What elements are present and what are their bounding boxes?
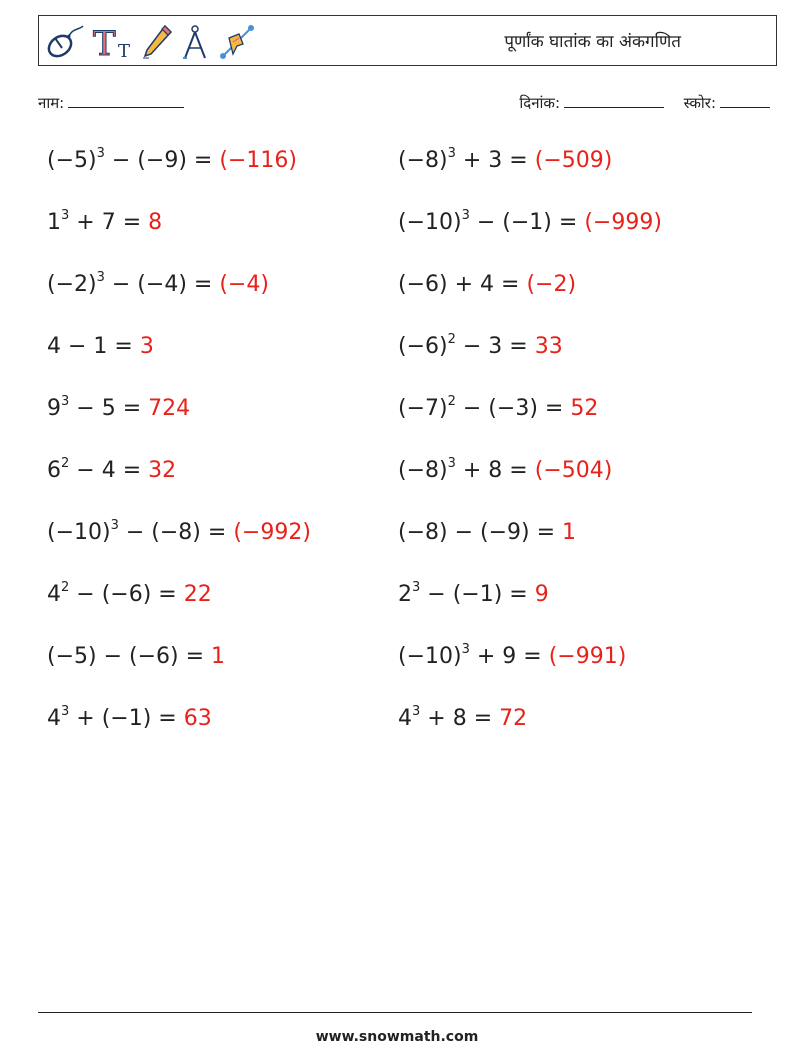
problem-answer: (−509) bbox=[534, 148, 613, 173]
problem-row bbox=[398, 641, 627, 669]
problem-rest: − (−1) = bbox=[420, 582, 535, 607]
problem-row bbox=[398, 145, 613, 173]
problem-exponent: 3 bbox=[96, 145, 105, 161]
problem-base: 1 bbox=[47, 210, 61, 235]
problem-row bbox=[47, 517, 311, 545]
problem-base: (−7) bbox=[398, 396, 448, 421]
problem-exponent: 3 bbox=[412, 703, 421, 719]
footer-divider bbox=[38, 1012, 752, 1013]
problem-exponent: 3 bbox=[447, 455, 456, 471]
problem-answer: (−116) bbox=[219, 148, 297, 173]
problem-answer: (−991) bbox=[548, 644, 627, 669]
problem-base: (−10) bbox=[398, 644, 462, 669]
problem-exponent: 3 bbox=[61, 703, 70, 719]
problem-answer: 33 bbox=[534, 334, 563, 359]
date-score-fields bbox=[519, 93, 770, 113]
problem-rest: + (−1) = bbox=[69, 706, 184, 731]
problem-answer: 9 bbox=[534, 582, 549, 607]
name-label: नाम: bbox=[38, 94, 65, 112]
compass-icon bbox=[179, 24, 211, 60]
pencil-icon bbox=[141, 24, 173, 60]
problem-exponent: 3 bbox=[461, 207, 470, 223]
mouse-icon bbox=[45, 24, 85, 60]
svg-text:T: T bbox=[118, 41, 131, 60]
problem-row bbox=[47, 703, 212, 731]
name-blank[interactable] bbox=[68, 93, 184, 108]
problem-base: (−6) + 4 = bbox=[398, 272, 527, 297]
problem-row bbox=[47, 455, 177, 483]
problem-answer: 52 bbox=[570, 396, 599, 421]
problem-base: (−10) bbox=[398, 210, 462, 235]
problem-base: 4 bbox=[47, 582, 61, 607]
problem-answer: 22 bbox=[183, 582, 212, 607]
problem-row bbox=[47, 207, 163, 235]
problem-exponent: 3 bbox=[412, 579, 421, 595]
problem-exponent: 2 bbox=[61, 579, 70, 595]
problem-row bbox=[398, 331, 563, 359]
svg-text:T: T bbox=[93, 24, 116, 60]
problem-base: (−2) bbox=[47, 272, 97, 297]
problem-exponent: 3 bbox=[61, 207, 70, 223]
problem-base: 4 bbox=[398, 706, 412, 731]
problem-rest: − (−3) = bbox=[455, 396, 571, 421]
score-label: स्कोर: bbox=[683, 94, 716, 112]
name-field bbox=[38, 93, 184, 113]
problem-answer: 3 bbox=[139, 334, 154, 359]
problem-exponent: 2 bbox=[447, 331, 456, 347]
problem-answer: (−2) bbox=[526, 272, 577, 297]
page-title: पूर्णांक घातांक का अंकगणित bbox=[504, 32, 681, 52]
problem-rest: + 8 = bbox=[455, 458, 535, 483]
problem-exponent: 3 bbox=[96, 269, 105, 285]
problem-answer: 32 bbox=[148, 458, 177, 483]
problem-row bbox=[398, 520, 576, 545]
problem-rest: − 5 = bbox=[69, 396, 149, 421]
problem-base: 6 bbox=[47, 458, 61, 483]
problem-answer: 63 bbox=[183, 706, 212, 731]
problem-answer: (−999) bbox=[584, 210, 662, 235]
problem-answer: 1 bbox=[211, 644, 226, 669]
date-blank[interactable] bbox=[564, 93, 664, 108]
problem-base: (−10) bbox=[47, 520, 111, 545]
problem-exponent: 3 bbox=[110, 517, 119, 533]
problem-row bbox=[398, 703, 528, 731]
problem-rest: − (−1) = bbox=[469, 210, 585, 235]
problem-base: (−5) bbox=[47, 148, 97, 173]
problem-rest: + 8 = bbox=[420, 706, 500, 731]
problem-row bbox=[398, 579, 549, 607]
problem-row bbox=[47, 334, 154, 359]
problem-answer: (−4) bbox=[219, 272, 269, 297]
problem-rest: + 7 = bbox=[69, 210, 149, 235]
score-blank[interactable] bbox=[720, 93, 770, 108]
date-label: दिनांक: bbox=[519, 94, 560, 112]
problem-exponent: 3 bbox=[461, 641, 470, 657]
pin-icon bbox=[217, 24, 257, 60]
problem-row bbox=[47, 145, 297, 173]
problem-exponent: 2 bbox=[447, 393, 456, 409]
problem-answer: 724 bbox=[148, 396, 191, 421]
problem-row bbox=[398, 272, 576, 297]
problem-row bbox=[47, 579, 212, 607]
problem-base: 9 bbox=[47, 396, 61, 421]
problem-base: 4 bbox=[47, 706, 61, 731]
problem-rest: + 9 = bbox=[469, 644, 549, 669]
problem-row bbox=[398, 393, 599, 421]
problem-exponent: 3 bbox=[61, 393, 70, 409]
problem-row bbox=[398, 455, 613, 483]
problem-answer: 72 bbox=[499, 706, 528, 731]
problem-answer: (−992) bbox=[233, 520, 311, 545]
problem-row bbox=[47, 644, 225, 669]
problem-row bbox=[47, 269, 269, 297]
problem-answer: 8 bbox=[148, 210, 163, 235]
problem-rest: − 3 = bbox=[455, 334, 535, 359]
problem-rest: − 4 = bbox=[69, 458, 149, 483]
text-size-icon bbox=[91, 24, 135, 60]
icon-strip bbox=[45, 20, 257, 64]
problem-base: (−5) − (−6) = bbox=[47, 644, 212, 669]
problem-base: (−8) bbox=[398, 458, 448, 483]
problem-base: 4 − 1 = bbox=[47, 334, 140, 359]
problem-rest: − (−4) = bbox=[104, 272, 220, 297]
header-box bbox=[38, 15, 777, 66]
problem-rest: − (−9) = bbox=[104, 148, 220, 173]
problem-rest: + 3 = bbox=[455, 148, 535, 173]
problem-base: 2 bbox=[398, 582, 412, 607]
problem-row bbox=[47, 393, 191, 421]
problem-base: (−8) − (−9) = bbox=[398, 520, 563, 545]
problem-answer: 1 bbox=[562, 520, 577, 545]
problem-exponent: 2 bbox=[61, 455, 70, 471]
problem-base: (−6) bbox=[398, 334, 448, 359]
problem-base: (−8) bbox=[398, 148, 448, 173]
footer-site: www.snowmath.com bbox=[315, 1029, 479, 1045]
problem-exponent: 3 bbox=[447, 145, 456, 161]
problem-rest: − (−8) = bbox=[118, 520, 234, 545]
problem-row bbox=[398, 207, 662, 235]
problem-answer: (−504) bbox=[534, 458, 613, 483]
problem-rest: − (−6) = bbox=[69, 582, 184, 607]
